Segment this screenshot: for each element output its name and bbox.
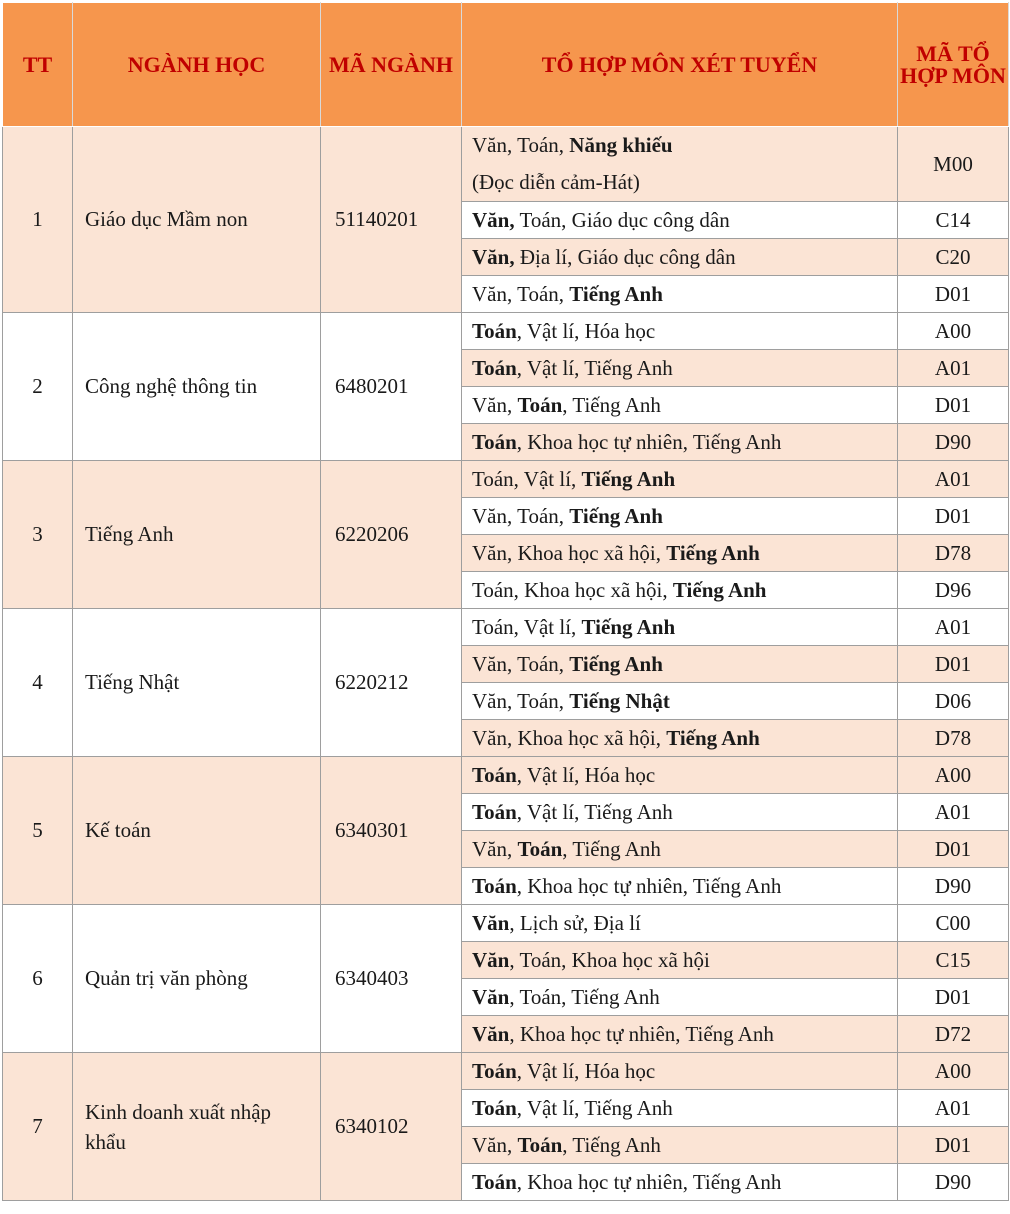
subject-text: Văn, Toán, [472,688,570,713]
combination-code: D90 [898,1164,1009,1201]
subject-text: , Lịch sử, Địa lí [509,910,641,935]
subject-text: Toán, Khoa học xã hội, [472,577,673,602]
subject-bold: Tiếng Anh [666,540,760,565]
subject-bold: Văn [472,984,510,1009]
subject-combination [462,1053,898,1090]
subject-text: , Toán, Tiếng Anh [509,984,660,1009]
subject-text: , Vật lí, Hóa học [516,318,656,343]
program-code: 6340102 [321,1053,462,1201]
header-tt: TT [3,3,73,127]
combination-code: A00 [898,757,1009,794]
table-row [3,461,1009,498]
subject-bold: Toán [517,836,563,861]
combination-code: D01 [898,276,1009,313]
combination-code: D78 [898,535,1009,572]
subject-text: , Khoa học tự nhiên, Tiếng Anh [516,873,782,898]
subject-text: Văn, Toán, [472,133,570,157]
header-nganh-hoc: NGÀNH HỌC [73,3,321,127]
subject-text: , Khoa học tự nhiên, Tiếng Anh [516,1169,782,1194]
table-row [3,757,1009,794]
subject-text: , Tiếng Anh [562,1132,661,1157]
combination-code: D01 [898,498,1009,535]
subject-bold: Toán [472,1169,517,1194]
subject-text: , Khoa học tự nhiên, Tiếng Anh [516,429,782,454]
subject-text: , Vật lí, Tiếng Anh [516,355,673,380]
subject-text: , Vật lí, Hóa học [516,762,656,787]
subject-combination [462,239,898,276]
subject-bold: Toán [472,799,517,824]
subject-bold: Toán [517,392,563,417]
subject-bold: Văn, [472,244,515,269]
subject-combination [462,720,898,757]
header-ma-nganh: MÃ NGÀNH [321,3,462,127]
subject-bold: Toán [472,1058,517,1083]
subject-text: Địa lí, Giáo dục công dân [514,244,736,269]
table-row [3,905,1009,942]
subject-text: Văn, Toán, [472,281,570,306]
program-code: 6340301 [321,757,462,905]
combination-code: A01 [898,350,1009,387]
combination-code: D01 [898,979,1009,1016]
subject-bold: Tiếng Anh [569,651,663,676]
subject-combination [462,794,898,831]
subject-text: Văn, Khoa học xã hội, [472,540,667,565]
subject-bold: Văn [472,910,510,935]
subject-combination [462,350,898,387]
subject-text: Văn, Toán, [472,503,570,528]
program-group [3,1053,1009,1201]
subject-text: Văn, [472,836,518,861]
subject-text: , Vật lí, Hóa học [516,1058,656,1083]
program-group [3,757,1009,905]
subject-text: Văn, Toán, [472,651,570,676]
program-number: 5 [3,757,73,905]
subject-text: (Đọc diễn cảm-Hát) [472,170,640,194]
subject-text: , Vật lí, Tiếng Anh [516,1095,673,1120]
combination-code: A01 [898,794,1009,831]
combination-code: D01 [898,387,1009,424]
program-number: 1 [3,127,73,313]
combination-code: D90 [898,424,1009,461]
subject-combination [462,757,898,794]
subject-bold: Tiếng Anh [569,281,663,306]
program-group [3,313,1009,461]
combination-code: D78 [898,720,1009,757]
combination-code: D01 [898,831,1009,868]
subject-bold: Văn [472,947,510,972]
subject-combination [462,905,898,942]
subject-combination [462,1016,898,1053]
program-code: 6480201 [321,313,462,461]
combination-code: A01 [898,1090,1009,1127]
subject-bold: Văn, [472,207,515,232]
program-name: Quản trị văn phòng [73,905,321,1053]
combination-code: A00 [898,1053,1009,1090]
subject-combination [462,646,898,683]
subject-bold: Tiếng Anh [581,466,676,491]
subject-text: , Tiếng Anh [562,836,661,861]
program-code: 6220212 [321,609,462,757]
subject-combination [462,387,898,424]
subject-text: , Tiếng Anh [562,392,661,417]
subject-text: , Khoa học tự nhiên, Tiếng Anh [509,1021,774,1046]
combination-code: C15 [898,942,1009,979]
program-name: Tiếng Nhật [73,609,321,757]
combination-code: D01 [898,1127,1009,1164]
subject-combination [462,313,898,350]
subject-bold: Toán [472,762,517,787]
header-row [3,3,1009,127]
table-row [3,1053,1009,1090]
combination-code: A01 [898,461,1009,498]
table-row [3,127,1009,202]
subject-bold: Toán [472,873,517,898]
program-number: 3 [3,461,73,609]
program-number: 2 [3,313,73,461]
subject-text: Toán, Giáo dục công dân [514,207,730,232]
combination-code: C20 [898,239,1009,276]
program-group [3,609,1009,757]
header-ma-to-hop: MÃ TỔ HỢP MÔN [898,3,1009,127]
combination-code: D90 [898,868,1009,905]
combination-code: M00 [898,127,1009,202]
subject-combination [462,535,898,572]
subject-text: Văn, [472,1132,518,1157]
program-code: 6220206 [321,461,462,609]
subject-combination [462,683,898,720]
subject-combination [462,276,898,313]
subject-bold: Tiếng Nhật [569,688,670,713]
subject-bold: Tiếng Anh [581,614,676,639]
table-row [3,609,1009,646]
subject-combination [462,572,898,609]
program-name: Công nghệ thông tin [73,313,321,461]
combination-code: D96 [898,572,1009,609]
subject-combination [462,979,898,1016]
subject-bold: Tiếng Anh [569,503,663,528]
subject-combination [462,831,898,868]
subject-text: , Vật lí, Tiếng Anh [516,799,673,824]
combination-code: A01 [898,609,1009,646]
subject-combination [462,202,898,239]
combination-code: D01 [898,646,1009,683]
program-code: 51140201 [321,127,462,313]
table-row [3,313,1009,350]
subject-text: Toán, Vật lí, [472,466,582,491]
subject-combination [462,1164,898,1201]
combination-code: D06 [898,683,1009,720]
subject-combination [462,127,898,202]
subject-combination [462,1127,898,1164]
header-to-hop: TỔ HỢP MÔN XÉT TUYỂN [462,3,898,127]
program-name: Tiếng Anh [73,461,321,609]
subject-bold: Toán [472,429,517,454]
subject-text: , Toán, Khoa học xã hội [509,947,710,972]
subject-combination [462,461,898,498]
program-number: 6 [3,905,73,1053]
subject-text: Văn, Khoa học xã hội, [472,725,667,750]
program-number: 7 [3,1053,73,1201]
subject-text: Toán, Vật lí, [472,614,582,639]
program-number: 4 [3,609,73,757]
combination-code: A00 [898,313,1009,350]
program-name: Kinh doanh xuất nhập khẩu [73,1053,321,1201]
subject-combination [462,942,898,979]
program-group [3,127,1009,313]
combination-code: C00 [898,905,1009,942]
subject-combination [462,498,898,535]
program-group [3,905,1009,1053]
program-code: 6340403 [321,905,462,1053]
subject-combination [462,1090,898,1127]
subject-combination [462,868,898,905]
subject-bold: Toán [472,1095,517,1120]
admission-table [2,2,1009,1201]
program-group [3,461,1009,609]
subject-text: Văn, [472,392,518,417]
subject-bold: Văn [472,1021,510,1046]
subject-bold: Tiếng Anh [666,725,760,750]
subject-bold: Toán [517,1132,563,1157]
subject-bold: Tiếng Anh [672,577,767,602]
subject-bold: Toán [472,355,517,380]
program-name: Kế toán [73,757,321,905]
subject-bold: Toán [472,318,517,343]
subject-bold: Năng khiếu [569,133,673,157]
program-name: Giáo dục Mầm non [73,127,321,313]
combination-code: C14 [898,202,1009,239]
subject-combination [462,609,898,646]
subject-combination [462,424,898,461]
combination-code: D72 [898,1016,1009,1053]
